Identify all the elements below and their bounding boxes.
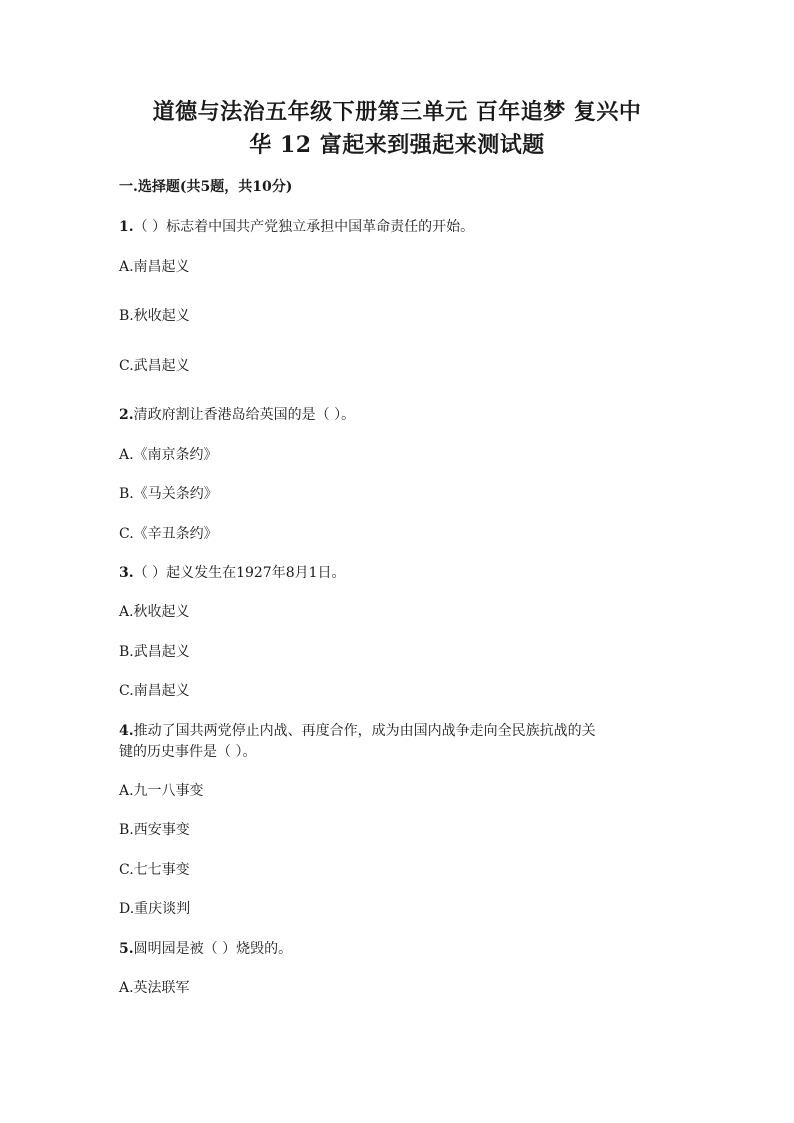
question-text: （ ）标志着中国共产党独立承担中国革命责任的开始。	[133, 219, 475, 235]
question-text: （ ）起义发生在1927年8月1日。	[133, 565, 346, 581]
document-title-line1: 道德与法治五年级下册第三单元 百年追梦 复兴中	[152, 99, 642, 125]
question-3-option-a: A.秋收起义	[119, 604, 190, 620]
question-1-option-c: C.武昌起义	[119, 358, 190, 374]
question-4-continued: 键的历史事件是（ ）。	[119, 744, 257, 760]
question-2-option-c: C.《辛丑条约》	[119, 526, 218, 542]
document-title-line2: 华 12 富起来到强起来测试题	[249, 132, 545, 158]
question-3	[119, 563, 346, 583]
question-2-option-b: B.《马关条约》	[119, 486, 218, 502]
question-1-option-a: A.南昌起义	[119, 259, 190, 275]
question-5	[119, 939, 292, 959]
section-heading: 一.选择题(共5题，共10分)	[119, 179, 293, 195]
question-3-option-b: B.武昌起义	[119, 644, 190, 660]
question-number: 2.	[119, 407, 134, 423]
question-text: 推动了国共两党停止内战、再度合作，成为由国内战争走向全民族抗战的关	[133, 723, 596, 739]
question-text: 清政府割让香港岛给英国的是（ ）。	[133, 407, 356, 423]
question-number: 1.	[119, 219, 134, 235]
question-2	[119, 405, 355, 425]
question-4-option-b: B.西安事变	[119, 822, 190, 838]
question-2-option-a: A.《南京条约》	[119, 447, 218, 463]
question-number: 5.	[119, 941, 134, 957]
question-5-option-a: A.英法联军	[119, 980, 190, 996]
question-1-option-b: B.秋收起义	[119, 308, 190, 324]
question-1	[119, 217, 474, 237]
question-4	[119, 721, 596, 741]
question-4-option-d: D.重庆谈判	[119, 901, 191, 917]
question-number: 4.	[119, 723, 134, 739]
question-3-option-c: C.南昌起义	[119, 683, 190, 699]
question-4-option-c: C.七七事变	[119, 862, 190, 878]
question-4-option-a: A.九一八事变	[119, 783, 204, 799]
question-number: 3.	[119, 565, 134, 581]
question-text: 圆明园是被（ ）烧毁的。	[133, 941, 293, 957]
